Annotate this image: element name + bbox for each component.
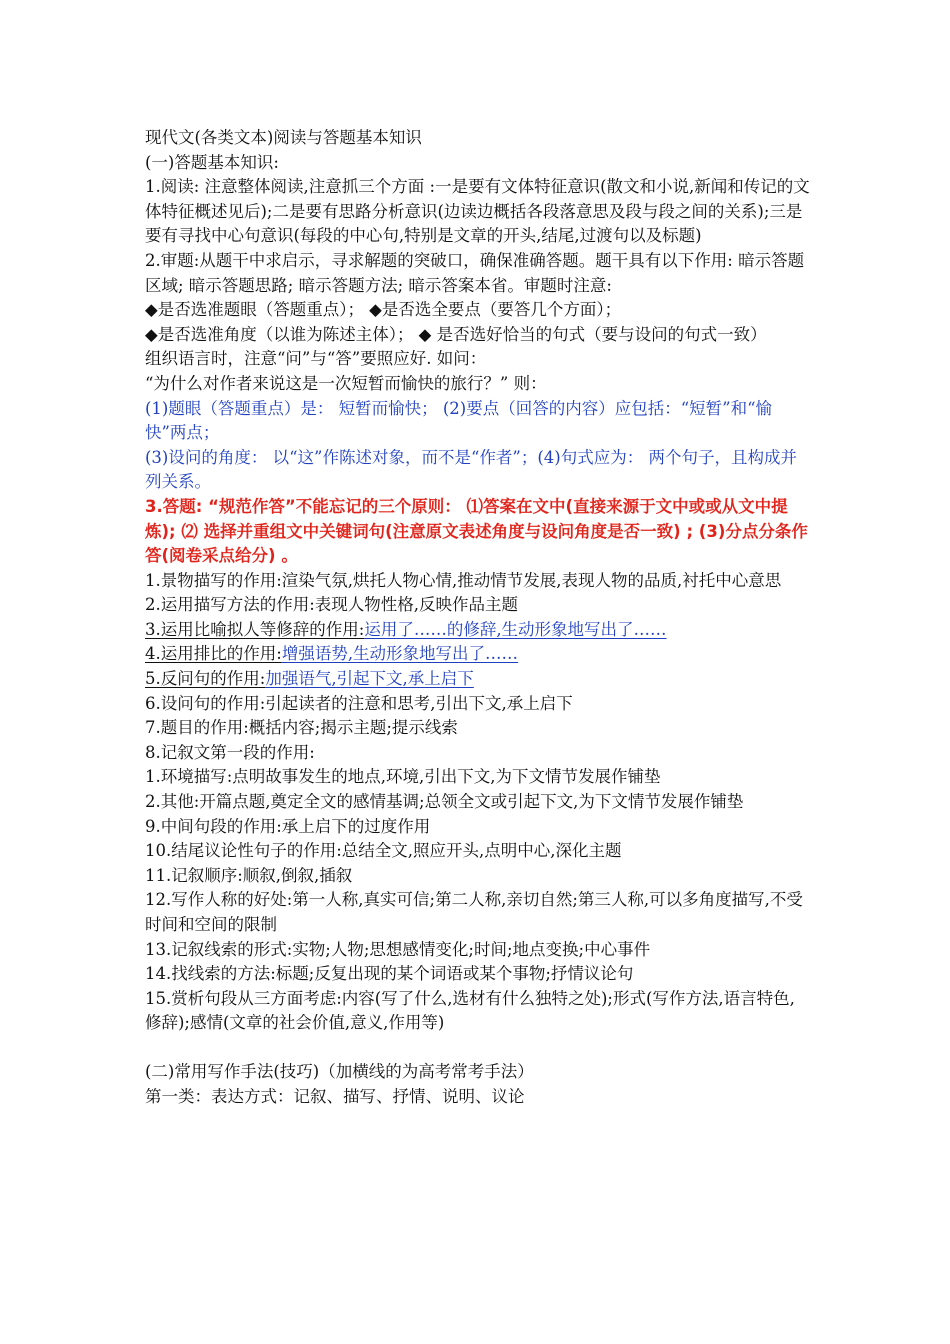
example-answer: (3)设问的角度： 以“这”作陈述对象，而不是“作者”；(4)句式应为： 两个句子，且构成并列关系。: [145, 447, 797, 492]
document-title: 现代文(各类文本)阅读与答题基本知识: [145, 128, 422, 147]
paragraph: 2.审题:从题干中求启示，寻求解题的突破口，确保准确答题。题干具有以下作用: 暗示答题区域; 暗示答题思路; 暗示答题方法; 暗示答案本省。审题时注意:: [145, 250, 805, 295]
paragraph: 组织语言时，注意“问”与“答”要照应好. 如问：: [145, 349, 487, 369]
section-heading: (一)答题基本知识:: [145, 152, 279, 172]
list-item-label: 5.反问句的作用:: [145, 669, 266, 689]
list-item: 13.记叙线索的形式:实物;人物;思想感情变化;时间;地点变换;中心事件: [145, 939, 651, 959]
list-item: [145, 667, 810, 692]
list-item-label: 3.运用比喻拟人等修辞的作用:: [145, 619, 365, 639]
list-item-answer: 加强语气,引起下文,承上启下: [265, 669, 474, 689]
list-item: [145, 618, 810, 643]
list-item: 11.记叙顺序:顺叙,倒叙,插叙: [145, 865, 353, 885]
list-item: 1.景物描写的作用:渲染气氛,烘托人物心情,推动情节发展,表现人物的品质,衬托中心意思: [145, 570, 782, 590]
principles-highlight: 3.答题: “规范作答”不能忘记的三个原则： ⑴答案在文中(直接来源于文中或或从文中提炼); ⑵ 选择并重组文中关键词句(注意原文表述角度与设问角度是否一致) ; (3)分点分条作答(阅卷采点给分) 。: [145, 496, 808, 566]
list-item-answer: 增强语势,生动形象地写出了……: [281, 644, 519, 664]
list-subitem: 1.环境描写:点明故事发生的地点,环境,引出下文,为下文情节发展作铺垫: [145, 767, 661, 787]
example-answer: (1)题眼（答题重点）是： 短暂而愉快； (2)要点（回答的内容）应包括：“短暂”和“愉快”两点；: [145, 398, 773, 443]
list-subitem: 2.其他:开篇点题,奠定全文的感情基调;总领全文或引起下文,为下文情节发展作铺垫: [145, 792, 744, 812]
bullet-line: ◆是否选准题眼（答题重点）； ◆是否选全要点（要答几个方面）；: [145, 300, 622, 320]
list-item: 15.赏析句段从三方面考虑:内容(写了什么,选材有什么独特之处);形式(写作方法,语言特色,修辞);感情(文章的社会价值,意义,作用等): [145, 988, 795, 1033]
list-item: 2.运用描写方法的作用:表现人物性格,反映作品主题: [145, 595, 519, 615]
list-item: 9.中间句段的作用:承上启下的过度作用: [145, 816, 431, 836]
paragraph: “为什么对作者来说这是一次短暂而愉快的旅行？” 则：: [145, 373, 547, 393]
bullet-line: ◆是否选准角度（以谁为陈述主体）； ◆ 是否选好恰当的句式（要与设问的句式一致）: [145, 324, 767, 344]
list-item: 6.设问句的作用:引起读者的注意和思考,引出下文,承上启下: [145, 693, 573, 713]
list-item: [145, 642, 810, 667]
list-item: 7.题目的作用:概括内容;揭示主题;提示线索: [145, 718, 458, 738]
list-item-answer: 运用了……的修辞,生动形象地写出了……: [364, 619, 667, 639]
list-item: 14.找线索的方法:标题;反复出现的某个词语或某个事物;抒情议论句: [145, 964, 634, 984]
document-page: [145, 126, 810, 1109]
list-item: 8.记叙文第一段的作用:: [145, 742, 315, 762]
section-heading: (二)常用写作手法(技巧)（加横线的为高考常考手法）: [145, 1061, 534, 1081]
paragraph: 第一类：表达方式：记叙、描写、抒情、说明、议论: [145, 1086, 525, 1106]
list-item-label: 4.运用排比的作用:: [145, 644, 282, 664]
paragraph: 1.阅读: 注意整体阅读,注意抓三个方面 :一是要有文体特征意识(散文和小说,新闻和传记的文体特征概述见后);二是要有思路分析意识(边读边概括各段落意思及段与段之间的关系);三是要有寻找中心句意识(每段的中心句,特别是文章的开头,结尾,过渡句以及标题): [145, 177, 810, 246]
list-item: 10.结尾议论性句子的作用:总结全文,照应开头,点明中心,深化主题: [145, 841, 622, 861]
blank-line: [145, 1036, 810, 1060]
list-item: 12.写作人称的好处:第一人称,真实可信;第二人称,亲切自然;第三人称,可以多角度描写,不受时间和空间的限制: [145, 890, 803, 934]
